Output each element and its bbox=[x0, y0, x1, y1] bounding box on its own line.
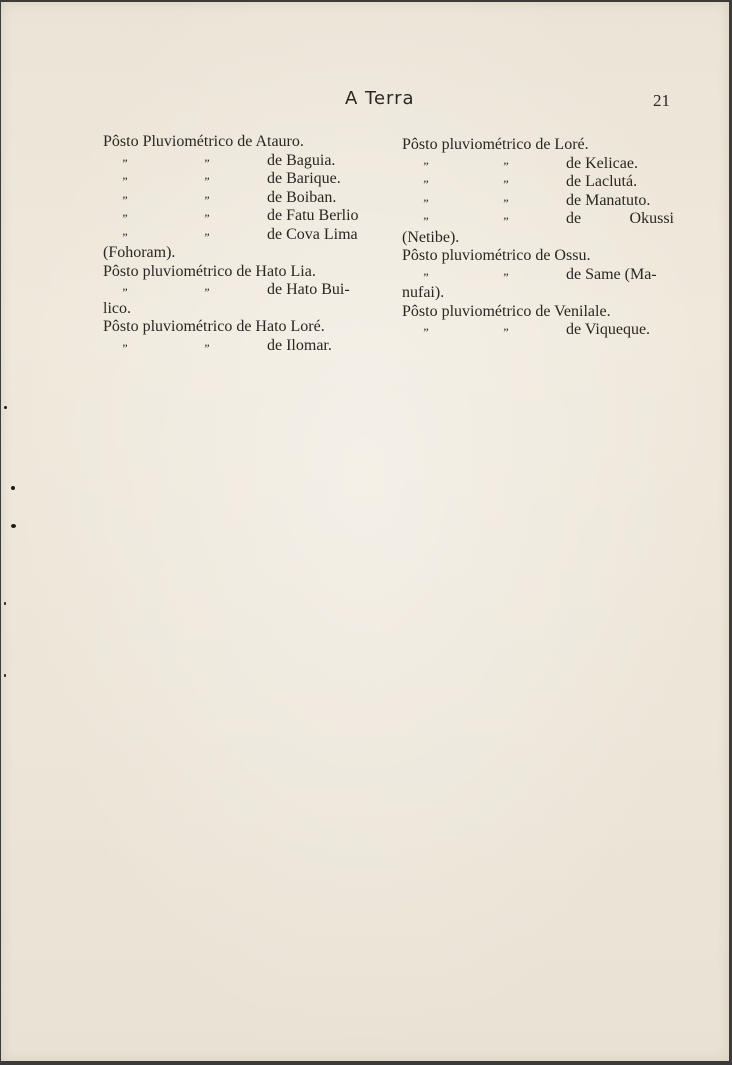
ditto-mark: ” bbox=[121, 211, 128, 225]
station-name: de Laclutá. bbox=[566, 173, 638, 190]
station-name: de Fatu Berlio bbox=[267, 207, 359, 224]
station-continuation: (Fohoram). bbox=[103, 244, 176, 261]
station-continuation: (Netibe). bbox=[402, 228, 460, 246]
left-column bbox=[103, 133, 375, 355]
list-item bbox=[103, 318, 375, 337]
list-item bbox=[103, 133, 375, 152]
list-item bbox=[103, 300, 375, 319]
ditto-mark: ” bbox=[121, 192, 128, 207]
paper-speck bbox=[4, 602, 6, 605]
ditto-mark: ” bbox=[502, 214, 509, 228]
list-item bbox=[402, 192, 674, 211]
paper-speck bbox=[11, 486, 15, 490]
ditto-mark: ” bbox=[502, 325, 509, 339]
ditto-mark: ” bbox=[502, 177, 509, 191]
ditto-mark: ” bbox=[203, 340, 210, 355]
station-name bbox=[566, 210, 674, 229]
ditto-mark: ” bbox=[121, 155, 128, 170]
paper-speck bbox=[11, 524, 16, 528]
station-entry: Pôsto pluviométrico de Hato Loré. bbox=[103, 318, 325, 335]
station-name: de Hato Bui- bbox=[267, 281, 350, 298]
list-item bbox=[103, 263, 375, 282]
ditto-mark: ” bbox=[121, 340, 128, 355]
list-item bbox=[103, 244, 375, 263]
ditto-mark: ” bbox=[203, 229, 210, 244]
station-entry: Pôsto pluviométrico de Venilale. bbox=[402, 302, 611, 320]
page-number: 21 bbox=[653, 91, 670, 110]
station-entry: Pôsto pluviométrico de Hato Lia. bbox=[103, 262, 316, 280]
ditto-mark: ” bbox=[502, 158, 509, 173]
list-item bbox=[402, 303, 674, 322]
ditto-mark: ” bbox=[422, 177, 429, 191]
ditto-mark: ” bbox=[422, 325, 429, 339]
station-name: de Viqueque. bbox=[566, 321, 651, 338]
station-name: de Baguia. bbox=[267, 151, 336, 169]
station-name-prefix: de bbox=[566, 210, 582, 227]
station-name-word: Okussi bbox=[629, 210, 674, 227]
station-entry: Pôsto Pluviométrico de Atauro. bbox=[103, 133, 304, 150]
list-item bbox=[402, 229, 674, 248]
ditto-mark: ” bbox=[502, 195, 509, 210]
station-name: de Same (Ma- bbox=[566, 265, 657, 283]
list-item bbox=[103, 189, 375, 208]
ditto-mark: ” bbox=[422, 269, 429, 284]
ditto-mark: ” bbox=[422, 214, 429, 228]
ditto-mark: ” bbox=[121, 229, 128, 244]
page-title: A Terra bbox=[345, 88, 415, 109]
station-entry: Pôsto pluviométrico de Ossu. bbox=[402, 247, 591, 264]
list-item bbox=[402, 284, 674, 303]
ditto-mark: ” bbox=[422, 158, 429, 173]
document-page bbox=[1, 2, 729, 1061]
ditto-mark: ” bbox=[203, 174, 210, 188]
station-name: de Ilomar. bbox=[267, 336, 332, 354]
list-item bbox=[103, 226, 375, 245]
station-name: de Manatuto. bbox=[566, 191, 651, 209]
ditto-mark: ” bbox=[203, 285, 210, 299]
list-item bbox=[103, 207, 375, 226]
list-item bbox=[402, 321, 674, 340]
ditto-mark: ” bbox=[422, 195, 429, 210]
list-item bbox=[402, 247, 674, 266]
list-item bbox=[402, 155, 674, 174]
ditto-mark: ” bbox=[203, 155, 210, 170]
running-head bbox=[1, 88, 729, 112]
list-item bbox=[402, 173, 674, 192]
list-item bbox=[402, 210, 674, 229]
station-name: de Barique. bbox=[267, 170, 341, 187]
paper-speck bbox=[4, 674, 6, 677]
ditto-mark: ” bbox=[121, 174, 128, 188]
list-item bbox=[103, 281, 375, 300]
list-item bbox=[402, 266, 674, 285]
station-name: de Boiban. bbox=[267, 188, 337, 206]
ditto-mark: ” bbox=[203, 192, 210, 207]
station-entry: Pôsto pluviométrico de Loré. bbox=[402, 136, 589, 153]
station-continuation: nufai). bbox=[402, 284, 445, 301]
station-continuation: lico. bbox=[103, 299, 131, 317]
ditto-mark: ” bbox=[502, 269, 509, 284]
paper-speck bbox=[4, 406, 7, 409]
list-item bbox=[103, 170, 375, 189]
station-name: de Kelicae. bbox=[566, 154, 638, 172]
right-column bbox=[402, 136, 674, 340]
ditto-mark: ” bbox=[203, 211, 210, 225]
station-name: de Cova Lima bbox=[267, 225, 358, 243]
list-item bbox=[402, 136, 674, 155]
list-item bbox=[103, 152, 375, 171]
list-item bbox=[103, 337, 375, 356]
ditto-mark: ” bbox=[121, 285, 128, 299]
